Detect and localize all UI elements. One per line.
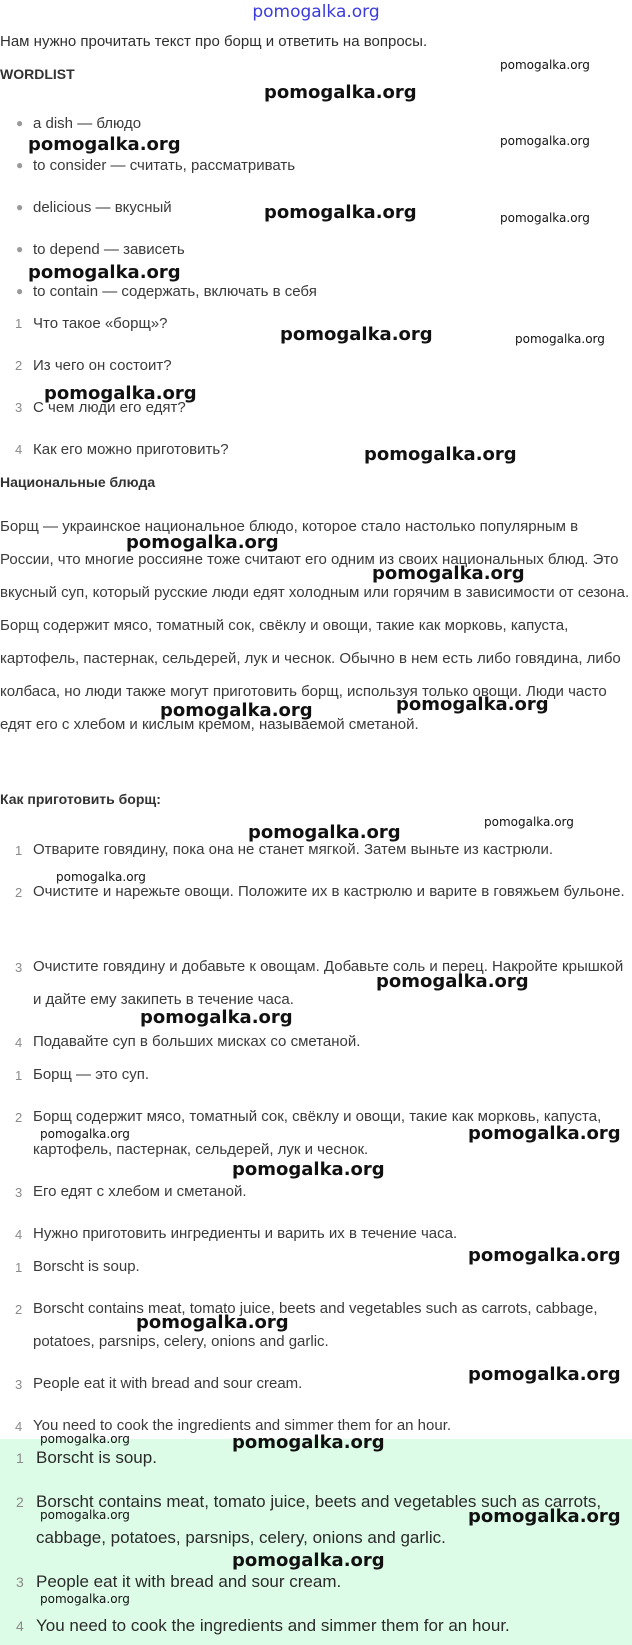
- watermark-text: pomogalka.org: [28, 262, 181, 283]
- watermark-text: pomogalka.org: [44, 383, 197, 404]
- watermark-text: pomogalka.org: [40, 1127, 130, 1141]
- watermark-text: pomogalka.org: [140, 1007, 293, 1028]
- answer-en-item: 1 Borscht is soup.: [15, 1258, 140, 1275]
- final-answer-item: 1 Borscht is soup.: [16, 1448, 157, 1467]
- final-answer-item: 4 You need to cook the ingredients and simmer them for an hour.: [16, 1616, 510, 1635]
- recipe-step: 3 Очистите говядину и добавьте к овощам. Добавьте соль и перец. Накройте крышкой и дайте ему закипеть в течение часа.: [15, 958, 624, 1008]
- watermark-text: pomogalka.org: [160, 700, 313, 721]
- answer-ru-item: 2 Борщ содержит мясо, томатный сок, свёклу и овощи, такие как морковь, капуста, картофель, пастернак, сельдерей, лук и чеснок.: [15, 1108, 602, 1158]
- watermark-text: pomogalka.org: [248, 822, 401, 843]
- watermark-text: pomogalka.org: [484, 815, 574, 829]
- section-title-national: Национальные блюда: [0, 474, 156, 490]
- bullet-icon: ●: [16, 200, 24, 214]
- site-brand-link[interactable]: pomogalka.org: [252, 2, 380, 22]
- watermark-text: pomogalka.org: [500, 211, 590, 225]
- watermark-text: pomogalka.org: [126, 532, 279, 553]
- wordlist-item: ● to depend — зависеть: [16, 241, 185, 258]
- watermark-text: pomogalka.org: [264, 202, 417, 223]
- answer-en-item: 3 People eat it with bread and sour cream.: [15, 1375, 303, 1392]
- watermark-text: pomogalka.org: [232, 1432, 385, 1453]
- watermark-text: pomogalka.org: [500, 134, 590, 148]
- wordlist-title: WORDLIST: [0, 66, 75, 82]
- watermark-text: pomogalka.org: [280, 324, 433, 345]
- answer-en-item: 2 Borscht contains meat, tomato juice, beets and vegetables such as carrots, cabbage, potatoes, parsnips, celery, onions and garlic.: [15, 1300, 598, 1350]
- final-answer-item: 2 Borscht contains meat, tomato juice, beets and vegetables such as carrots, cabbage, potatoes, parsnips, celery, onions and garlic.: [16, 1492, 602, 1547]
- bullet-icon: ●: [16, 242, 24, 256]
- question-item: 3 С чем люди его едят?: [15, 399, 186, 416]
- wordlist-item: ● to consider — считать, рассматривать: [16, 157, 296, 174]
- bullet-icon: ●: [16, 116, 24, 130]
- watermark-text: pomogalka.org: [40, 1508, 130, 1522]
- watermark-text: pomogalka.org: [468, 1364, 621, 1385]
- recipe-step: 2 Очистите и нарежьте овощи. Положите их в кастрюлю и варите в говяжьем бульоне.: [15, 883, 625, 900]
- watermark-text: pomogalka.org: [28, 134, 181, 155]
- bullet-icon: ●: [16, 284, 24, 298]
- answer-ru-item: 4 Нужно приготовить ингредиенты и варить их в течение часа.: [15, 1225, 458, 1242]
- watermark-text: pomogalka.org: [376, 971, 529, 992]
- national-text: Борщ — украинское национальное блюдо, которое стало настолько популярным в России, что многие россияне тоже считают его одним из своих национальных блюд. Это вкусный суп, который русские люди едят холодным или горячим в зависимости от сезона. Борщ содержит мясо, томатный сок, свёклу и овощи, такие как морковь, капуста, картофель, пастернак, сельдерей, лук и чеснок. Обычно в нем есть либо говядина, либо колбаса, но люди также могут приготовить борщ, используя только овощи. Люди часто едят его с хлебом и кислым кремом, называемой сметаной.: [0, 518, 630, 733]
- question-item: 1 Что такое «борщ»?: [15, 315, 168, 332]
- watermark-text: pomogalka.org: [264, 82, 417, 103]
- watermark-text: pomogalka.org: [468, 1506, 621, 1527]
- wordlist-item: ● a dish — блюдо: [16, 115, 142, 132]
- watermark-text: pomogalka.org: [396, 694, 549, 715]
- watermark-text: pomogalka.org: [40, 1592, 130, 1606]
- answer-ru-item: 1 Борщ — это суп.: [15, 1066, 150, 1083]
- wordlist-item: ● to contain — содержать, включать в себя: [16, 283, 317, 300]
- wordlist-item: ● delicious — вкусный: [16, 199, 172, 216]
- watermark-text: pomogalka.org: [136, 1312, 289, 1333]
- watermark-text: pomogalka.org: [40, 1432, 130, 1446]
- recipe-step: 4 Подавайте суп в больших мисках со сметаной.: [15, 1033, 361, 1050]
- watermark-text: pomogalka.org: [372, 563, 525, 584]
- watermark-text: pomogalka.org: [468, 1123, 621, 1144]
- question-item: 4 Как его можно приготовить?: [15, 441, 229, 458]
- answer-ru-item: 3 Его едят с хлебом и сметаной.: [15, 1183, 247, 1200]
- watermark-text: pomogalka.org: [232, 1550, 385, 1571]
- watermark-text: pomogalka.org: [515, 332, 605, 346]
- watermark-text: pomogalka.org: [468, 1245, 621, 1266]
- question-item: 2 Из чего он состоит?: [15, 357, 172, 374]
- watermark-text: pomogalka.org: [364, 444, 517, 465]
- watermark-text: pomogalka.org: [56, 870, 146, 884]
- watermark-text: pomogalka.org: [232, 1159, 385, 1180]
- answer-en-item: 4 You need to cook the ingredients and simmer them for an hour.: [15, 1417, 452, 1434]
- section-title-recipe: Как приготовить борщ:: [0, 791, 161, 807]
- task-intro: Нам нужно прочитать текст про борщ и ответить на вопросы.: [0, 33, 428, 50]
- watermark-text: pomogalka.org: [500, 58, 590, 72]
- final-answer-item: 3 People eat it with bread and sour cream.: [16, 1572, 342, 1591]
- recipe-step: 1 Отварите говядину, пока она не станет мягкой. Затем выньте из кастрюли.: [15, 841, 554, 858]
- bullet-icon: ●: [16, 158, 24, 172]
